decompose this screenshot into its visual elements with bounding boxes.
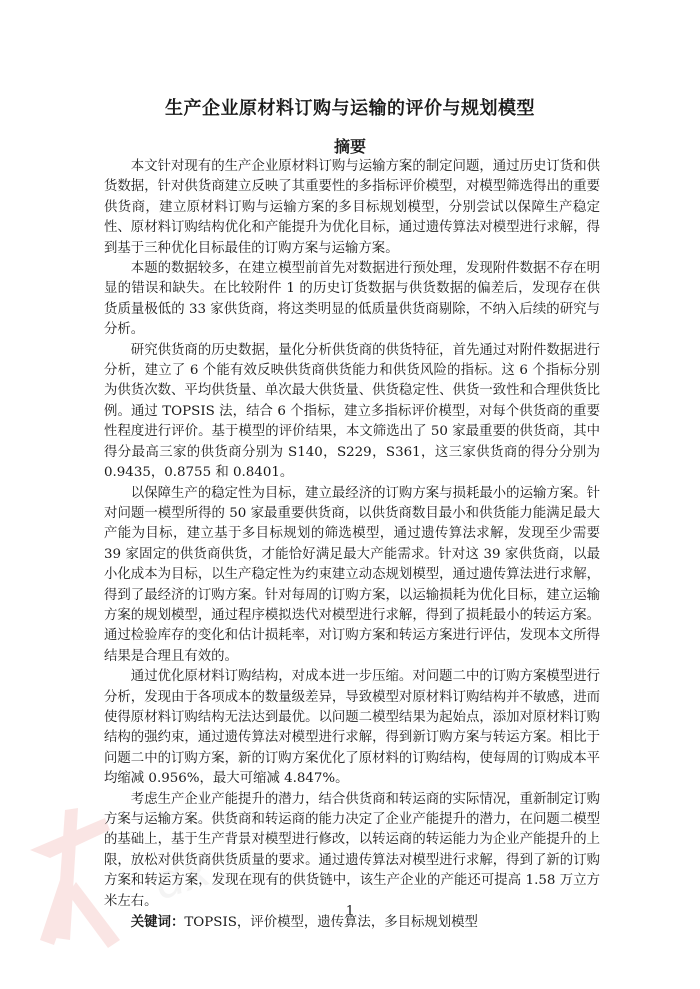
abstract-paragraph-5: 通过优化原材料订购结构，对成本进一步压缩。对问题二中的订购方案模型进行分析，发现由于各项成本的数量级差异，导致模型对原材料订购结构并不敏感，进而使得原材料订购结构无法达到最优。以问题二模型结果为起始点，添加对原材料订购结构的强约束，通过遗传算法对模型进行求解，得到新订购方案与转运方案。相比于问题二中的订购方案，新的订购方案优化了原材料的订购结构，使每周的订购成本平均缩减 0.956%，最大可缩减 4.847%。 <box>104 669 600 787</box>
page-number: 1 <box>345 904 355 919</box>
paper-title: 生产企业原材料订购与运输的评价与规划模型 <box>165 98 535 119</box>
abstract-paragraph-4: 以保障生产的稳定性为目标，建立最经济的订购方案与损耗最小的运输方案。针对问题一模型所得的 50 家最重要供货商，以供货商数目最小和供货能力能满足最大产能为目标，建立基于多目标规划的筛选模型，通过遗传算法求解，发现至少需要 39 家固定的供货商供货，才能恰好满足最大产能需求。针对这 39 家供货商，以最小化成本为目标，以生产稳定性为约束建立动态规划模型，通过遗传算法进行求解，得到了最经济的订购方案。针对每周的订购方案，以运输损耗为优化目标，建立运输方案的规划模型，通过程序模拟迭代对模型进行求解，得到了损耗最小的转运方案。通过检验库存的变化和估计损耗率，对订购方案和转运方案进行评估，发现本文所得结果是合理且有效的。 <box>104 485 600 664</box>
keywords-label: 关键词： <box>130 914 185 931</box>
abstract-paragraph-1: 本文针对现有的生产企业原材料订购与运输方案的制定问题，通过历史订货和供货数据，针对供货商建立反映了其重要性的多指标评价模型，对模型筛选得出的重要供货商，建立原材料订购与运输方案的多目标规划模型，分别尝试以保障生产稳定性、原材料订购结构优化和产能提升为优化目标，通过遗传算法对模型进行求解，得到基于三种优化目标最佳的订购方案与运输方案。 <box>104 159 600 256</box>
abstract-paragraph-2: 本题的数据较多，在建立模型前首先对数据进行预处理，发现附件数据不存在明显的错误和缺失。在比较附件 1 的历史订货数据与供货数据的偏差后，发现存在供货质量极低的 33 家供货商，将这类明显的低质量供货商剔除，不纳入后续的研究与分析。 <box>104 261 600 338</box>
svg-text:dx: dx <box>146 841 218 911</box>
abstract-body <box>104 157 600 933</box>
keywords-text: TOPSIS，评价模型，遗传算法，多目标规划模型 <box>184 915 478 931</box>
abstract-paragraph-6: 考虑生产企业产能提升的潜力，结合供货商和转运商的实际情况，重新制定订购方案与运输方案。供货商和转运商的能力决定了企业产能提升的潜力，在问题二模型的基础上，基于生产背景对模型进行修改，以转运商的转运能力为企业产能提升的上限，放松对供货商供货质量的要求。通过遗传算法对模型进行求解，得到了新的订购方案和转运方案，发现在现有的供货链中，该生产企业的产能还可提高 1.58 万立方米左右。 <box>104 791 600 909</box>
abstract-paragraph-3: 研究供货商的历史数据，量化分析供货商的供货特征，首先通过对附件数据进行分析，建立了 6 个能有效反映供货商供货能力和供货风险的指标。这 6 个指标分别为供货次数、平均供货量、单次最大供货量、供货稳定性、供货一致性和合理供货比例。通过 TOPSIS 法，结合 6 个指标，建立多指标评价模型，对每个供货商的重要性程度进行评价。基于模型的评价结果，本文筛选出了 50 家最重要的供货商，其中得分最高三家的供货商分别为 S140，S229，S361，这三家供货商的得分分别为 0.9435，0.8755 和 0.8401。 <box>104 342 600 481</box>
abstract-heading: 摘要 <box>333 137 366 156</box>
